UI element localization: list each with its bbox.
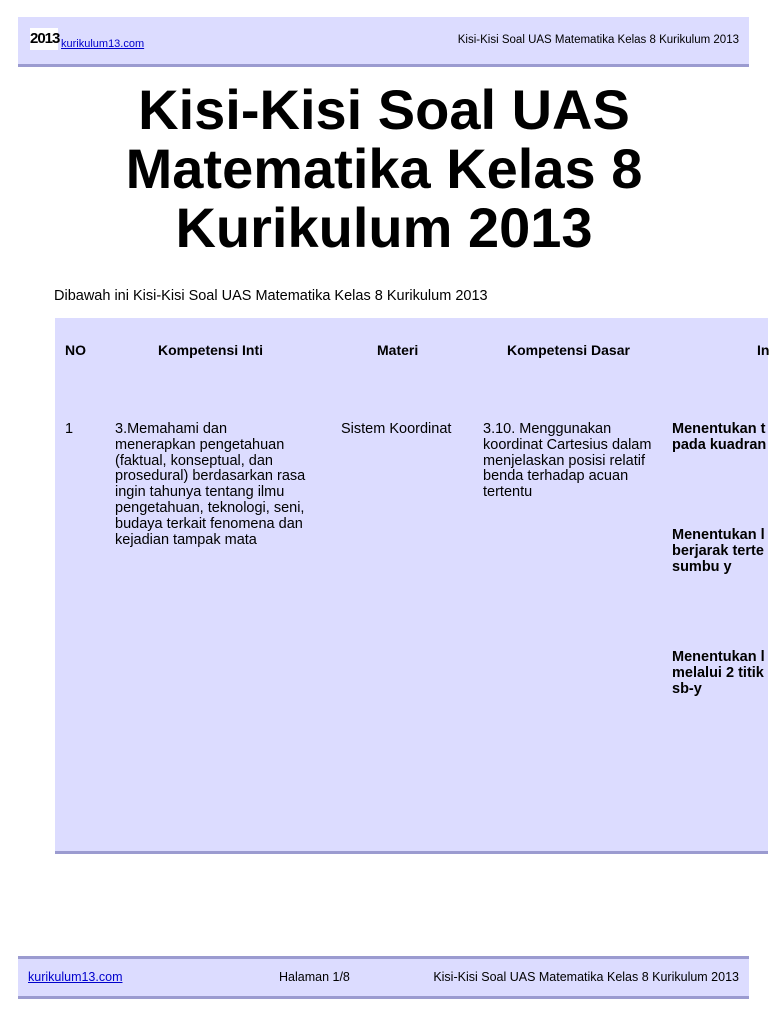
header-doc-title: Kisi-Kisi Soal UAS Matematika Kelas 8 Kurikulum 2013	[457, 34, 739, 46]
title-line: Matematika Kelas 8	[125, 137, 643, 200]
header-site-link[interactable]: kurikulum13.com	[61, 38, 145, 50]
header-indikator: In	[757, 342, 769, 358]
page-header	[18, 17, 749, 67]
page-footer	[18, 956, 749, 999]
footer-doc-title: Kisi-Kisi Soal UAS Matematika Kelas 8 Kurikulum 2013	[433, 970, 739, 984]
cell-indikator-3: Menentukan l melalui 2 titik sb-y	[672, 649, 765, 697]
cell-kompetensi-inti: 3.Memahami dan menerapkan pengetahuan (faktual, konseptual, dan prosedural) berdasarkan rasa ingin tahunya tentang ilmu pengetahuan, teknologi, seni, budaya terkait fenomena dan kejadian tampak mata	[115, 421, 306, 548]
cell-indikator-1: Menentukan t pada kuadran	[672, 421, 767, 453]
page-title	[60, 80, 708, 257]
cell-kompetensi-dasar: 3.10. Menggunakan koordinat Cartesius dalam menjelaskan posisi relatif benda terhadap acuan tertentu	[483, 421, 652, 501]
header-materi: Materi	[377, 342, 419, 358]
header-kompetensi-inti: Kompetensi Inti	[158, 342, 264, 358]
footer-site-link[interactable]: kurikulum13.com	[28, 970, 123, 984]
header-kompetensi-dasar: Kompetensi Dasar	[507, 342, 630, 358]
title-line: Kisi-Kisi Soal UAS	[138, 78, 630, 141]
page-number: Halaman 1/8	[279, 970, 350, 984]
cell-no: 1	[65, 421, 74, 437]
kisi-kisi-table	[55, 318, 768, 854]
header-no: NO	[65, 342, 86, 358]
site-logo: 2013	[30, 28, 58, 50]
cell-materi: Sistem Koordinat	[341, 421, 452, 437]
intro-text: Dibawah ini Kisi-Kisi Soal UAS Matematika Kelas 8 Kurikulum 2013	[54, 288, 488, 304]
title-line: Kurikulum 2013	[175, 196, 593, 259]
cell-indikator-2: Menentukan l berjarak terte sumbu y	[672, 527, 765, 575]
